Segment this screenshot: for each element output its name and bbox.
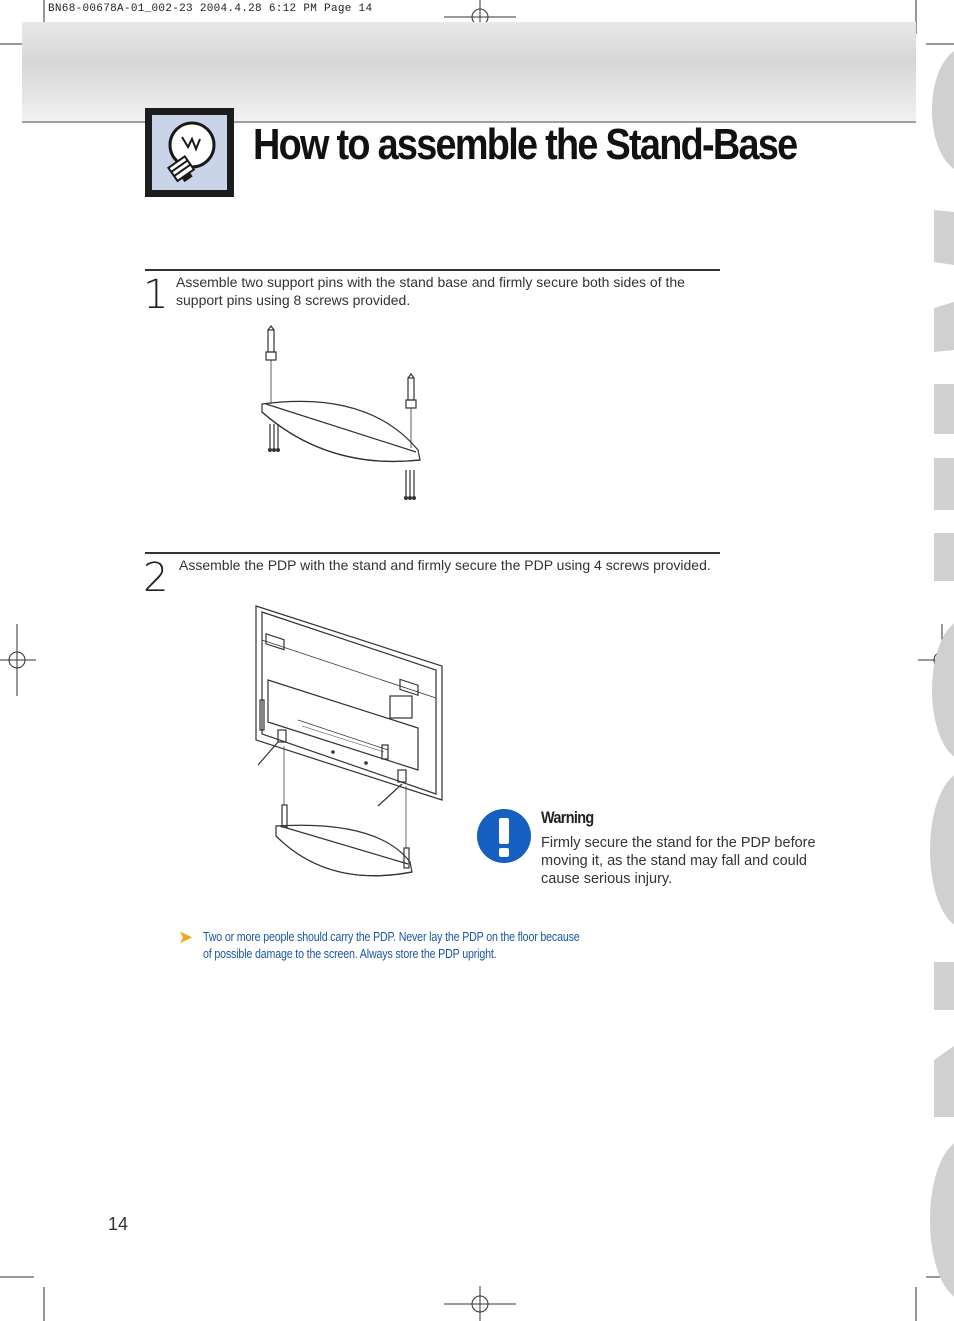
exclamation-icon: [476, 808, 532, 864]
warning-title: Warning: [541, 808, 594, 827]
tip-icon-box: [145, 108, 234, 197]
step-1-text: Assemble two support pins with the stand base and firmly secure both sides of the support pins using 8 screws provided.: [176, 274, 685, 308]
arrow-right-icon: ➤: [178, 927, 194, 947]
stand-base-illustration: [248, 320, 448, 510]
warning-text: Firmly secure the stand for the PDP before moving it, as the stand may fall and could cause serious injury.: [541, 835, 816, 887]
page-title: How to assemble the Stand-Base: [253, 120, 797, 169]
note-text: Two or more people should carry the PDP. Never lay the PDP on the floor because of possible damage to the screen. Always store the PDP upright.: [203, 929, 580, 961]
pdp-mounting-illustration: [248, 600, 448, 885]
step-1-number: 1: [143, 272, 169, 318]
step-1-rule: [145, 269, 720, 271]
step-2-text: Assemble the PDP with the stand and firmly secure the PDP using 4 screws provided.: [179, 557, 711, 573]
chapter-tabs: [924, 0, 954, 1321]
lightbulb-icon: [152, 115, 227, 190]
print-slug: BN68-00678A-01_002-23 2004.4.28 6:12 PM Page 14: [48, 3, 373, 15]
page-number: 14: [108, 1214, 129, 1234]
step-2-number: 2: [143, 555, 169, 601]
step-2-rule: [145, 552, 720, 554]
